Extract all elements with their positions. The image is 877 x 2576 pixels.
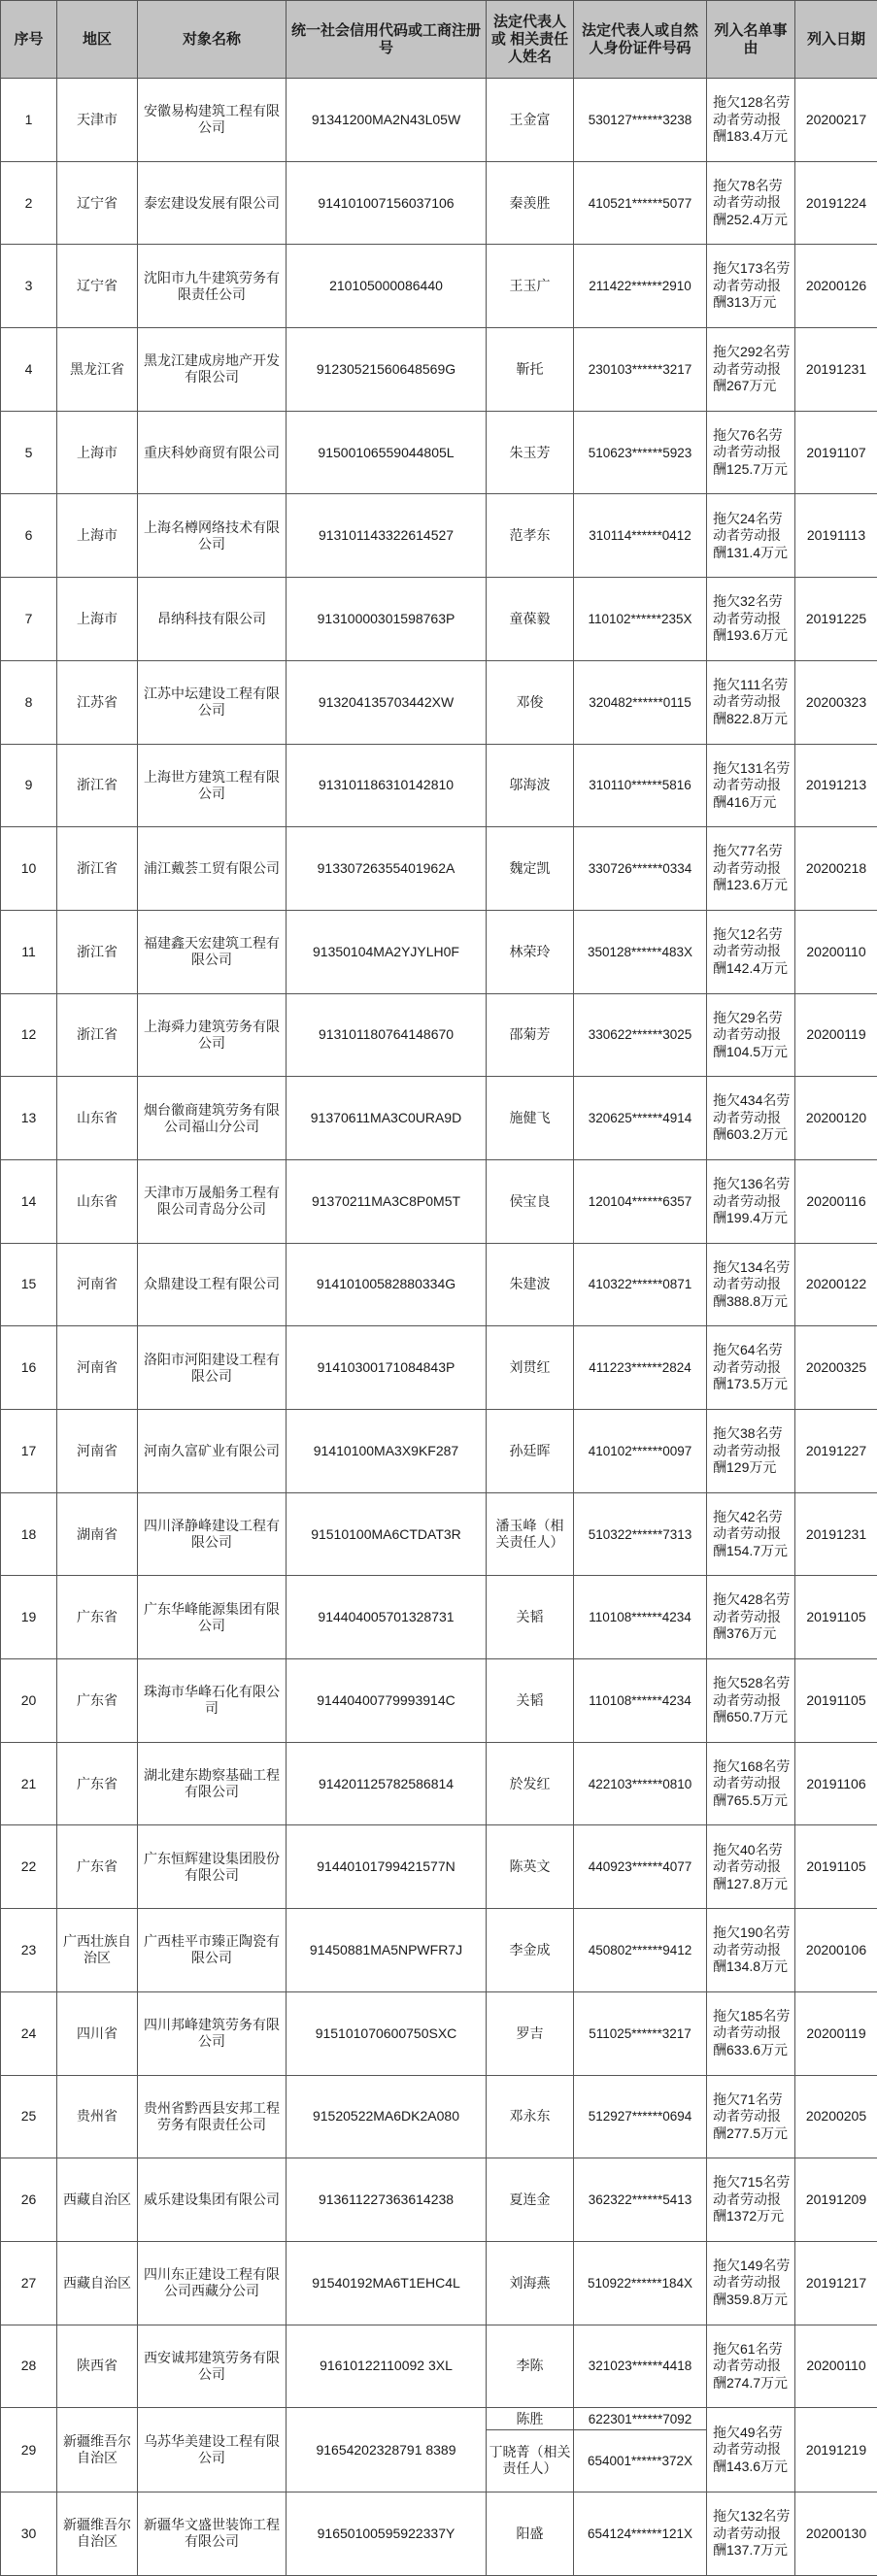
row-code: 91350104MA2YJYLH0F xyxy=(287,910,487,993)
row-index: 3 xyxy=(1,245,57,328)
row-id: 410102******0097 xyxy=(574,1410,707,1493)
row-id: 230103******3217 xyxy=(574,328,707,412)
row-code: 91410100582880334G xyxy=(287,1243,487,1326)
row-reason: 拖欠77名劳动者劳动报酬123.6万元 xyxy=(707,827,795,911)
row-name: 河南久富矿业有限公司 xyxy=(138,1410,287,1493)
row-index: 1 xyxy=(1,79,57,162)
header-name: 对象名称 xyxy=(138,1,287,79)
row-region: 浙江省 xyxy=(57,910,138,993)
row-code: 913101186310142810 xyxy=(287,744,487,827)
row-rep: 关韬 xyxy=(487,1576,574,1659)
row-name: 湖北建东勘察基础工程有限公司 xyxy=(138,1742,287,1825)
row-code: 91610122110092 3XL xyxy=(287,2325,487,2408)
row-region: 广东省 xyxy=(57,1576,138,1659)
header-code: 统一社会信用代码或工商注册号 xyxy=(287,1,487,79)
row-date: 20200218 xyxy=(795,827,877,911)
row-id-secondary: 654001******372X xyxy=(574,2429,706,2491)
row-name: 西安诚邦建筑劳务有限公司 xyxy=(138,2325,287,2408)
row-rep: 朱玉芳 xyxy=(487,411,574,494)
row-rep: 靳托 xyxy=(487,328,574,412)
row-region: 上海市 xyxy=(57,494,138,578)
row-reason: 拖欠64名劳动者劳动报酬173.5万元 xyxy=(707,1326,795,1410)
row-index: 27 xyxy=(1,2241,57,2325)
table-row xyxy=(1,1742,877,1825)
row-index: 13 xyxy=(1,1077,57,1160)
row-rep: 王玉广 xyxy=(487,245,574,328)
row-reason: 拖欠132名劳动者劳动报酬137.7万元 xyxy=(707,2492,795,2575)
row-rep: 阳盛 xyxy=(487,2492,574,2575)
row-index: 30 xyxy=(1,2492,57,2575)
row-id: 410322******0871 xyxy=(574,1243,707,1326)
row-reason: 拖欠42名劳动者劳动报酬154.7万元 xyxy=(707,1492,795,1576)
table-row xyxy=(1,1077,877,1160)
row-date: 20191227 xyxy=(795,1410,877,1493)
row-index: 17 xyxy=(1,1410,57,1493)
row-date: 20200110 xyxy=(795,2325,877,2408)
row-index: 22 xyxy=(1,1825,57,1909)
row-index: 6 xyxy=(1,494,57,578)
row-date: 20191217 xyxy=(795,2241,877,2325)
table-row xyxy=(1,245,877,328)
row-rep: 刘海燕 xyxy=(487,2241,574,2325)
row-reason: 拖欠715名劳动者劳动报酬1372万元 xyxy=(707,2158,795,2242)
row-name: 四川泽静峰建设工程有限公司 xyxy=(138,1492,287,1576)
row-reason: 拖欠173名劳动者劳动报酬313万元 xyxy=(707,245,795,328)
row-index: 20 xyxy=(1,1659,57,1743)
table-row xyxy=(1,660,877,744)
table-row xyxy=(1,494,877,578)
row-date: 20191231 xyxy=(795,328,877,412)
table-row xyxy=(1,161,877,245)
row-reason: 拖欠38名劳动者劳动报酬129万元 xyxy=(707,1410,795,1493)
row-index: 8 xyxy=(1,660,57,744)
row-reason: 拖欠40名劳动者劳动报酬127.8万元 xyxy=(707,1825,795,1909)
table-row xyxy=(1,2158,877,2242)
row-code: 91440400779993914C xyxy=(287,1659,487,1743)
row-reason: 拖欠111名劳动者劳动报酬822.8万元 xyxy=(707,660,795,744)
row-rep: 陈胜 xyxy=(487,2409,573,2430)
row-name: 安徽易构建筑工程有限公司 xyxy=(138,79,287,162)
row-name: 昂纳科技有限公司 xyxy=(138,578,287,661)
row-code: 91500106559044805L xyxy=(287,411,487,494)
header-rep: 法定代表人或 相关责任人姓名 xyxy=(487,1,574,79)
row-id: 410521******5077 xyxy=(574,161,707,245)
row-reason: 拖欠49名劳动者劳动报酬143.6万元 xyxy=(707,2408,795,2492)
row-index: 26 xyxy=(1,2158,57,2242)
row-reason: 拖欠131名劳动者劳动报酬416万元 xyxy=(707,744,795,827)
row-date: 20200119 xyxy=(795,1991,877,2075)
row-date: 20200122 xyxy=(795,1243,877,1326)
row-region: 广西壮族自治区 xyxy=(57,1909,138,1992)
row-reason: 拖欠136名劳动者劳动报酬199.4万元 xyxy=(707,1159,795,1243)
row-region: 贵州省 xyxy=(57,2075,138,2158)
row-code: 91520522MA6DK2A080 xyxy=(287,2075,487,2158)
row-reason: 拖欠185名劳动者劳动报酬633.6万元 xyxy=(707,1991,795,2075)
table-row xyxy=(1,993,877,1077)
row-id: 511025******3217 xyxy=(574,1991,707,2075)
row-code: 91654202328791 8389 xyxy=(287,2408,487,2492)
row-date: 20191225 xyxy=(795,578,877,661)
row-rep: 魏定凯 xyxy=(487,827,574,911)
row-rep: 童葆毅 xyxy=(487,578,574,661)
row-region: 广东省 xyxy=(57,1742,138,1825)
row-index: 15 xyxy=(1,1243,57,1326)
row-date: 20200130 xyxy=(795,2492,877,2575)
row-id: 654124******121X xyxy=(574,2492,707,2575)
row-name: 四川邦峰建筑劳务有限公司 xyxy=(138,1991,287,2075)
row-id: 110108******4234 xyxy=(574,1576,707,1659)
row-region: 辽宁省 xyxy=(57,245,138,328)
row-id: 450802******9412 xyxy=(574,1909,707,1992)
row-region: 河南省 xyxy=(57,1326,138,1410)
row-id: 320482******0115 xyxy=(574,660,707,744)
row-rep: 陈英文 xyxy=(487,1825,574,1909)
row-code: 91540192MA6T1EHC4L xyxy=(287,2241,487,2325)
row-region: 新疆维吾尔自治区 xyxy=(57,2408,138,2492)
row-index: 28 xyxy=(1,2325,57,2408)
row-code: 913204135703442XW xyxy=(287,660,487,744)
table-row xyxy=(1,1326,877,1410)
row-region: 浙江省 xyxy=(57,827,138,911)
row-date: 20200217 xyxy=(795,79,877,162)
row-id: 422103******0810 xyxy=(574,1742,707,1825)
row-rep: 罗吉 xyxy=(487,1991,574,2075)
row-index: 10 xyxy=(1,827,57,911)
table-row xyxy=(1,578,877,661)
row-date: 20191209 xyxy=(795,2158,877,2242)
row-date: 20200116 xyxy=(795,1159,877,1243)
table-row xyxy=(1,2075,877,2158)
row-rep: 李金成 xyxy=(487,1909,574,1992)
row-name: 烟台徽商建筑劳务有限公司福山分公司 xyxy=(138,1077,287,1160)
row-reason: 拖欠32名劳动者劳动报酬193.6万元 xyxy=(707,578,795,661)
row-id: 350128******483X xyxy=(574,910,707,993)
row-rep: 施健飞 xyxy=(487,1077,574,1160)
row-rep: 刘贯红 xyxy=(487,1326,574,1410)
row-id: 211422******2910 xyxy=(574,245,707,328)
row-date: 20200119 xyxy=(795,993,877,1077)
row-code: 914101007156037106 xyxy=(287,161,487,245)
row-region: 河南省 xyxy=(57,1243,138,1326)
table-row xyxy=(1,79,877,162)
table-row xyxy=(1,1825,877,1909)
row-rep: 关韬 xyxy=(487,1659,574,1743)
row-region: 浙江省 xyxy=(57,744,138,827)
row-date: 20191213 xyxy=(795,744,877,827)
row-index: 2 xyxy=(1,161,57,245)
row-rep: 范孝东 xyxy=(487,494,574,578)
row-region: 江苏省 xyxy=(57,660,138,744)
row-region: 西藏自治区 xyxy=(57,2241,138,2325)
table-row xyxy=(1,411,877,494)
row-id: 510922******184X xyxy=(574,2241,707,2325)
header-region: 地区 xyxy=(57,1,138,79)
row-id: 362322******5413 xyxy=(574,2158,707,2242)
row-date: 20191113 xyxy=(795,494,877,578)
row-code: 91440101799421577N xyxy=(287,1825,487,1909)
row-rep: 邓俊 xyxy=(487,660,574,744)
row-code: 91370611MA3C0URA9D xyxy=(287,1077,487,1160)
row-index: 23 xyxy=(1,1909,57,1992)
row-name: 新疆华文盛世装饰工程有限公司 xyxy=(138,2492,287,2575)
row-reason: 拖欠24名劳动者劳动报酬131.4万元 xyxy=(707,494,795,578)
row-code: 210105000086440 xyxy=(287,245,487,328)
row-date: 20200325 xyxy=(795,1326,877,1410)
row-date: 20200120 xyxy=(795,1077,877,1160)
table-row xyxy=(1,2325,877,2408)
row-region: 山东省 xyxy=(57,1077,138,1160)
row-code: 91330726355401962A xyxy=(287,827,487,911)
table-row xyxy=(1,2241,877,2325)
row-reason: 拖欠29名劳动者劳动报酬104.5万元 xyxy=(707,993,795,1077)
row-id: 320625******4914 xyxy=(574,1077,707,1160)
table-header-row xyxy=(1,1,877,79)
row-region: 广东省 xyxy=(57,1825,138,1909)
row-region: 山东省 xyxy=(57,1159,138,1243)
table-row xyxy=(1,1492,877,1576)
row-id: 330726******0334 xyxy=(574,827,707,911)
header-id: 法定代表人或自然人身份证件号码 xyxy=(574,1,707,79)
row-id: 510623******5923 xyxy=(574,411,707,494)
row-rep: 邬海波 xyxy=(487,744,574,827)
row-id: 120104******6357 xyxy=(574,1159,707,1243)
row-rep: 秦羡胜 xyxy=(487,161,574,245)
row-id: 411223******2824 xyxy=(574,1326,707,1410)
row-index: 16 xyxy=(1,1326,57,1410)
row-code: 91510100MA6CTDAT3R xyxy=(287,1492,487,1576)
row-name: 黑龙江建成房地产开发有限公司 xyxy=(138,328,287,412)
row-id: 310110******5816 xyxy=(574,744,707,827)
row-date: 20200205 xyxy=(795,2075,877,2158)
row-id: 110108******4234 xyxy=(574,1659,707,1743)
row-name: 浦江戴荟工贸有限公司 xyxy=(138,827,287,911)
row-reason: 拖欠61名劳动者劳动报酬274.7万元 xyxy=(707,2325,795,2408)
row-name: 众鼎建设工程有限公司 xyxy=(138,1243,287,1326)
table-row xyxy=(1,2408,877,2492)
row-reason: 拖欠71名劳动者劳动报酬277.5万元 xyxy=(707,2075,795,2158)
row-index: 12 xyxy=(1,993,57,1077)
row-name: 上海舜力建筑劳务有限公司 xyxy=(138,993,287,1077)
row-id: 310114******0412 xyxy=(574,494,707,578)
row-region: 浙江省 xyxy=(57,993,138,1077)
row-reason: 拖欠292名劳动者劳动报酬267万元 xyxy=(707,328,795,412)
row-region: 西藏自治区 xyxy=(57,2158,138,2242)
row-date: 20191105 xyxy=(795,1659,877,1743)
table-row xyxy=(1,744,877,827)
table-row xyxy=(1,1659,877,1743)
row-name: 沈阳市九牛建筑劳务有限责任公司 xyxy=(138,245,287,328)
row-region: 陕西省 xyxy=(57,2325,138,2408)
row-name: 威乐建设集团有限公司 xyxy=(138,2158,287,2242)
row-index: 11 xyxy=(1,910,57,993)
row-date: 20191105 xyxy=(795,1576,877,1659)
row-code: 91370211MA3C8P0M5T xyxy=(287,1159,487,1243)
row-id: 622301******7092 xyxy=(574,2409,706,2430)
row-code: 913101180764148670 xyxy=(287,993,487,1077)
row-date: 20191107 xyxy=(795,411,877,494)
row-reason: 拖欠528名劳动者劳动报酬650.7万元 xyxy=(707,1659,795,1743)
row-region: 广东省 xyxy=(57,1659,138,1743)
table-row xyxy=(1,1159,877,1243)
row-region: 四川省 xyxy=(57,1991,138,2075)
row-code: 91410300171084843P xyxy=(287,1326,487,1410)
row-code: 913611227363614238 xyxy=(287,2158,487,2242)
row-reason: 拖欠434名劳动者劳动报酬603.2万元 xyxy=(707,1077,795,1160)
row-rep: 李陈 xyxy=(487,2325,574,2408)
row-index: 14 xyxy=(1,1159,57,1243)
row-index: 7 xyxy=(1,578,57,661)
table-row xyxy=(1,328,877,412)
row-id: 330622******3025 xyxy=(574,993,707,1077)
row-date: 20191219 xyxy=(795,2408,877,2492)
table-row xyxy=(1,1991,877,2075)
row-region: 天津市 xyxy=(57,79,138,162)
row-id: 440923******4077 xyxy=(574,1825,707,1909)
row-date: 20200106 xyxy=(795,1909,877,1992)
row-date: 20200110 xyxy=(795,910,877,993)
table-row xyxy=(1,1909,877,1992)
row-reason: 拖欠12名劳动者劳动报酬142.4万元 xyxy=(707,910,795,993)
row-reason: 拖欠168名劳动者劳动报酬765.5万元 xyxy=(707,1742,795,1825)
row-index: 24 xyxy=(1,1991,57,2075)
row-index: 18 xyxy=(1,1492,57,1576)
row-date: 20200323 xyxy=(795,660,877,744)
row-index: 21 xyxy=(1,1742,57,1825)
row-code: 913101143322614527 xyxy=(287,494,487,578)
row-name: 四川东正建设工程有限公司西藏分公司 xyxy=(138,2241,287,2325)
row-rep: 邵菊芳 xyxy=(487,993,574,1077)
header-date: 列入日期 xyxy=(795,1,877,79)
row-region: 黑龙江省 xyxy=(57,328,138,412)
row-reason: 拖欠149名劳动者劳动报酬359.8万元 xyxy=(707,2241,795,2325)
row-code: 915101070600750SXC xyxy=(287,1991,487,2075)
row-rep: 侯宝良 xyxy=(487,1159,574,1243)
row-code: 91341200MA2N43L05W xyxy=(287,79,487,162)
row-index: 4 xyxy=(1,328,57,412)
row-date: 20191106 xyxy=(795,1742,877,1825)
row-date: 20200126 xyxy=(795,245,877,328)
table-row xyxy=(1,910,877,993)
row-name: 乌苏华美建设工程有限公司 xyxy=(138,2408,287,2492)
row-region: 新疆维吾尔自治区 xyxy=(57,2492,138,2575)
row-reason: 拖欠78名劳动者劳动报酬252.4万元 xyxy=(707,161,795,245)
row-name: 重庆科妙商贸有限公司 xyxy=(138,411,287,494)
row-reason: 拖欠76名劳动者劳动报酬125.7万元 xyxy=(707,411,795,494)
row-rep-secondary: 丁晓菁（相关责任人） xyxy=(487,2429,573,2491)
row-name: 洛阳市河阳建设工程有限公司 xyxy=(138,1326,287,1410)
row-name: 上海世方建筑工程有限公司 xyxy=(138,744,287,827)
row-code: 91310000301598763P xyxy=(287,578,487,661)
row-region: 上海市 xyxy=(57,578,138,661)
row-rep: 朱建波 xyxy=(487,1243,574,1326)
table-row xyxy=(1,827,877,911)
row-rep: 林荣玲 xyxy=(487,910,574,993)
row-index: 5 xyxy=(1,411,57,494)
row-rep: 夏连金 xyxy=(487,2158,574,2242)
row-id-group xyxy=(574,2408,707,2492)
row-code: 91410100MA3X9KF287 xyxy=(287,1410,487,1493)
row-rep: 潘玉峰（相关责任人） xyxy=(487,1492,574,1576)
table-row xyxy=(1,1576,877,1659)
row-name: 珠海市华峰石化有限公司 xyxy=(138,1659,287,1743)
table-row xyxy=(1,2492,877,2575)
row-rep-group xyxy=(487,2408,574,2492)
row-reason: 拖欠428名劳动者劳动报酬376万元 xyxy=(707,1576,795,1659)
row-code: 91230521560648569G xyxy=(287,328,487,412)
row-date: 20191224 xyxy=(795,161,877,245)
row-date: 20191105 xyxy=(795,1825,877,1909)
row-id: 321023******4418 xyxy=(574,2325,707,2408)
row-index: 19 xyxy=(1,1576,57,1659)
row-reason: 拖欠134名劳动者劳动报酬388.8万元 xyxy=(707,1243,795,1326)
row-code: 91650100595922337Y xyxy=(287,2492,487,2575)
row-region: 河南省 xyxy=(57,1410,138,1493)
row-id: 530127******3238 xyxy=(574,79,707,162)
row-name: 广东华峰能源集团有限公司 xyxy=(138,1576,287,1659)
row-rep: 王金富 xyxy=(487,79,574,162)
row-region: 辽宁省 xyxy=(57,161,138,245)
table-row xyxy=(1,1243,877,1326)
row-rep: 孙廷晖 xyxy=(487,1410,574,1493)
row-region: 湖南省 xyxy=(57,1492,138,1576)
row-name: 上海名樽网络技术有限公司 xyxy=(138,494,287,578)
row-rep: 邓永东 xyxy=(487,2075,574,2158)
row-region: 上海市 xyxy=(57,411,138,494)
row-id: 510322******7313 xyxy=(574,1492,707,1576)
row-name: 泰宏建设发展有限公司 xyxy=(138,161,287,245)
row-name: 福建鑫天宏建筑工程有限公司 xyxy=(138,910,287,993)
row-code: 914404005701328731 xyxy=(287,1576,487,1659)
row-name: 江苏中坛建设工程有限公司 xyxy=(138,660,287,744)
row-reason: 拖欠190名劳动者劳动报酬134.8万元 xyxy=(707,1909,795,1992)
row-index: 29 xyxy=(1,2408,57,2492)
row-date: 20191231 xyxy=(795,1492,877,1576)
row-name: 广西桂平市臻正陶瓷有限公司 xyxy=(138,1909,287,1992)
row-name: 天津市万晟船务工程有限公司青岛分公司 xyxy=(138,1159,287,1243)
row-id: 512927******0694 xyxy=(574,2075,707,2158)
table-row xyxy=(1,1410,877,1493)
row-code: 914201125782586814 xyxy=(287,1742,487,1825)
row-name: 广东恒辉建设集团股份有限公司 xyxy=(138,1825,287,1909)
row-code: 91450881MA5NPWFR7J xyxy=(287,1909,487,1992)
header-reason: 列入名单事由 xyxy=(707,1,795,79)
row-index: 25 xyxy=(1,2075,57,2158)
row-name: 贵州省黔西县安邦工程劳务有限责任公司 xyxy=(138,2075,287,2158)
row-index: 9 xyxy=(1,744,57,827)
row-id: 110102******235X xyxy=(574,578,707,661)
row-rep: 於发红 xyxy=(487,1742,574,1825)
header-index: 序号 xyxy=(1,1,57,79)
row-reason: 拖欠128名劳动者劳动报酬183.4万元 xyxy=(707,79,795,162)
